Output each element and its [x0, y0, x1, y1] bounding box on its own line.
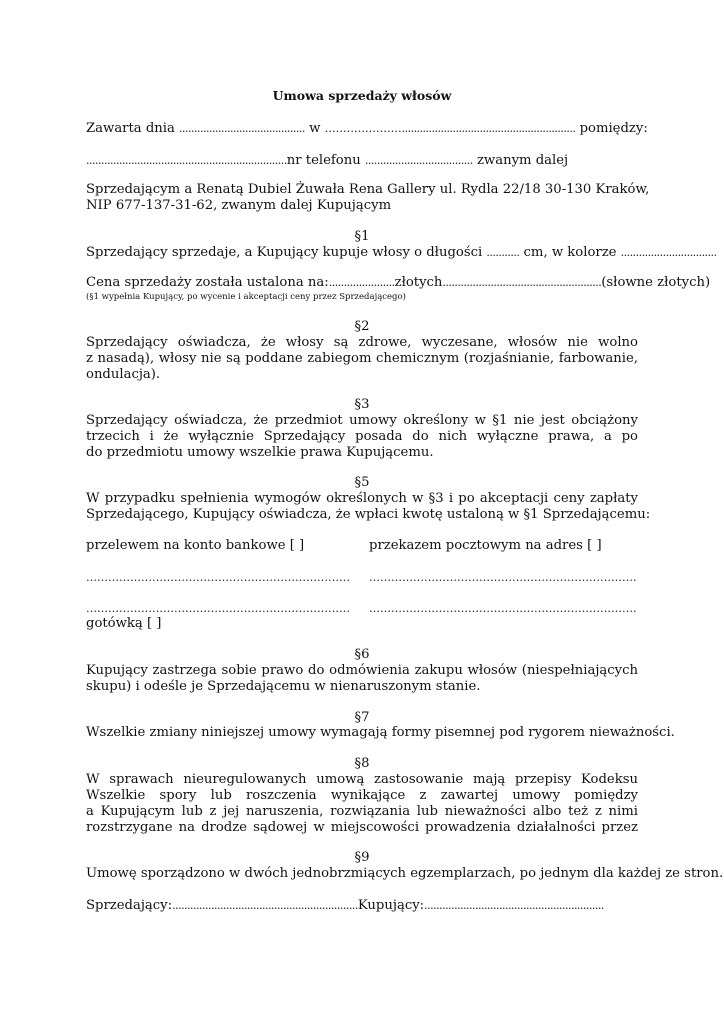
payment-cash-option[interactable]: gotówką [ ]: [86, 616, 162, 631]
price-words-field[interactable]: .....................................................: [442, 276, 602, 289]
intro-line-3: Sprzedającym a Renatą Dubiel Żuwała Rena Gallery ul. Rydla 22/18 30-130 Kraków,: [86, 182, 650, 197]
section-5-line-2: Sprzedającego, Kupujący oświadcza, że wpłaci kwotę ustaloną w §1 Sprzedającemu:: [86, 507, 651, 522]
place-field[interactable]: …………………..........................................................: [324, 122, 576, 135]
section-6-line-2: skupu) i odeśle je Sprzedającemu w nienaruszonym stanie.: [86, 679, 481, 694]
payment-transfer-option[interactable]: przelewem na konto bankowe [ ]: [86, 538, 305, 553]
section-1-note: (§1 wypełnia Kupujący, po wycenie i akceptacji ceny przez Sprzedającego): [86, 292, 406, 302]
color-field[interactable]: ................................: [620, 246, 717, 259]
section-7-heading: §7: [354, 710, 370, 725]
phone-field[interactable]: ....................................: [364, 154, 473, 167]
postal-address-field-2[interactable]: ……………………………………………………………….: [369, 602, 637, 615]
intro-line-2: ...................................................................nr telefonu .................................... zwanym dalej: [86, 153, 569, 168]
section-8-line-3: a Kupującym lub z jej naruszenia, rozwiązania lub nieważności albo też z nimi: [86, 804, 638, 819]
date-field[interactable]: ..........................................: [179, 122, 305, 135]
seller-signature-field[interactable]: ..............................................................: [172, 899, 358, 912]
section-8-line-1: W sprawach nieuregulowanych umową zastosowanie mają przepisy Kodeksu: [86, 772, 638, 787]
section-3-line-2: trzecich i że wyłącznie Sprzedający posada do nich wyłączne prawa, a po: [86, 429, 638, 444]
signatures-line: [86, 898, 638, 914]
payment-postal-option[interactable]: przekazem pocztowym na adres [ ]: [369, 538, 602, 553]
seller-signature-label: Sprzedający:: [86, 898, 173, 913]
document-title: Umowa sprzedaży włosów: [272, 88, 452, 103]
bank-account-field-2[interactable]: ………………………………………………………………: [86, 602, 350, 615]
section-7-line-1: Wszelkie zmiany niniejszej umowy wymagają formy pisemnej pod rygorem nieważności.: [86, 725, 675, 740]
seller-name-field[interactable]: ...................................................................: [86, 154, 287, 167]
section-9-line-1: Umowę sporządzono w dwóch jednobrzmiących egzemplarzach, po jednym dla każdej ze stron.: [86, 866, 724, 881]
section-2-heading: §2: [354, 319, 370, 334]
postal-address-field-1[interactable]: ……………………………………………………………….: [369, 571, 637, 584]
price-amount-field[interactable]: ......................: [328, 276, 395, 289]
section-5-line-1: W przypadku spełnienia wymogów określonych w §3 i po akceptacji ceny zapłaty: [86, 491, 638, 506]
section-6-line-1: Kupujący zastrzega sobie prawo do odmówienia zakupu włosów (niespełniających: [86, 663, 638, 678]
intro-line-4: NIP 677-137-31-62, zwanym dalej Kupującym: [86, 198, 392, 213]
section-2-line-2: z nasadą), włosy nie są poddane zabiegom chemicznym (rozjaśnianie, farbowanie,: [86, 351, 638, 366]
section-1-heading: §1: [354, 229, 370, 244]
section-2-line-1: Sprzedający oświadcza, że włosy są zdrowe, wyczesane, włosów nie wolno: [86, 335, 638, 350]
bank-account-field-1[interactable]: ………………………………………………………………: [86, 571, 350, 584]
buyer-signature-label: Kupujący:: [357, 898, 425, 913]
section-8-line-4: rozstrzygane na drodze sądowej w miejscowości prowadzenia działalności przez: [86, 820, 638, 835]
length-field[interactable]: ...........: [486, 246, 520, 259]
section-1-line-1: Sprzedający sprzedaje, a Kupujący kupuje włosy o długości ........... cm, w kolorze ................................: [86, 245, 717, 260]
price-line: Cena sprzedaży została ustalona na:......................złotych.....................................................(słowne złotych): [86, 275, 711, 290]
section-2-line-3: ondulacja).: [86, 367, 161, 382]
intro-line-1: Zawarta dnia .......................................... w ………………….......................................................... pomiędzy:: [86, 121, 648, 136]
section-8-heading: §8: [354, 756, 370, 771]
buyer-signature-field[interactable]: ............................................................: [424, 899, 604, 912]
section-6-heading: §6: [354, 647, 370, 662]
section-3-line-3: do przedmiotu umowy wszelkie prawa Kupującemu.: [86, 445, 434, 460]
section-8-line-2: Wszelkie spory lub roszczenia wynikające z zawartej umowy pomiędzy: [86, 788, 638, 803]
section-5-heading: §5: [354, 475, 370, 490]
section-3-line-1: Sprzedający oświadcza, że przedmiot umowy określony w §1 nie jest obciążony: [86, 413, 638, 428]
section-3-heading: §3: [354, 397, 370, 412]
section-9-heading: §9: [354, 850, 370, 865]
